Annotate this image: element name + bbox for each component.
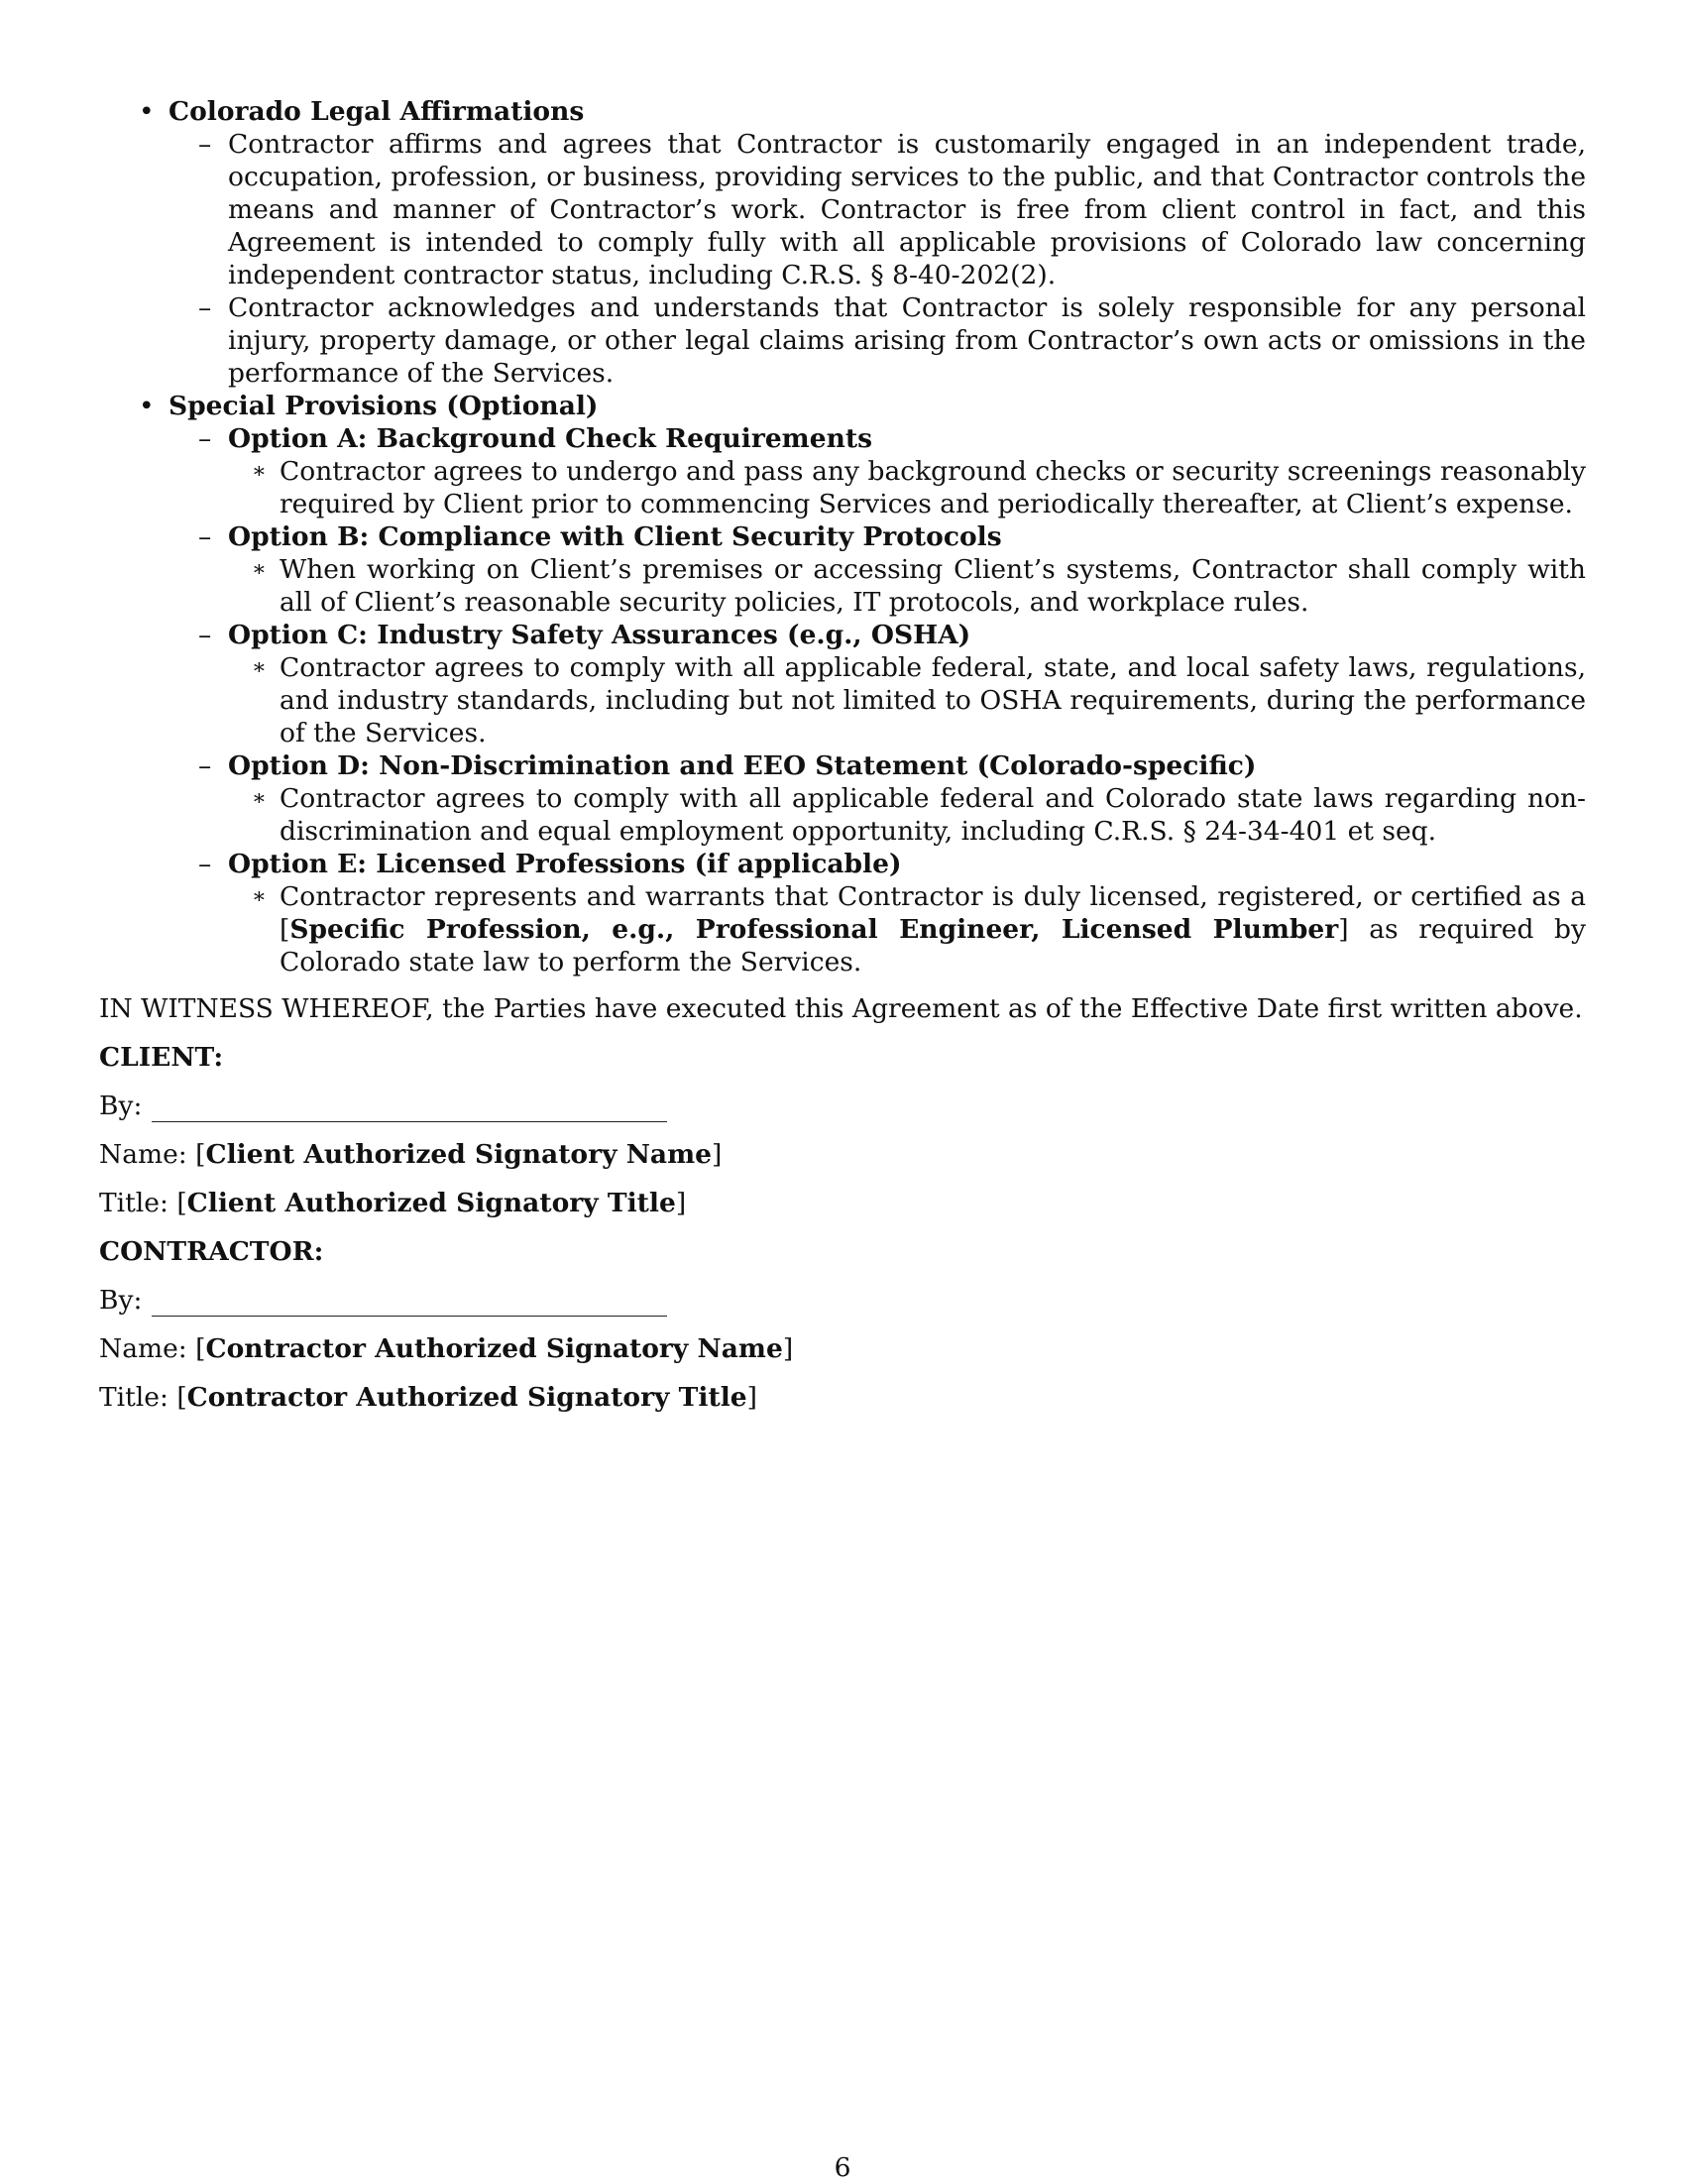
client-title-placeholder: Client Authorized Signatory Title [186, 1188, 676, 1218]
option-text: When working on Client’s premises or accessing Client’s systems, Contractor shall comply with all of Client’s reasonable security policies, IT protocols, and workplace rules. [280, 554, 1586, 618]
name-label: Name: [99, 1139, 187, 1170]
witness-statement: IN WITNESS WHEREOF, the Parties have executed this Agreement as of the Effective Date first written above. [99, 993, 1583, 1024]
option-text: Contractor agrees to comply with all applicable federal, state, and local safety laws, regulations, and industry standards, including but not limited to OSHA requirements, during the performance of the Services. [280, 652, 1586, 748]
list-item [228, 782, 1586, 848]
option-b [168, 520, 1586, 619]
contractor-signature-block: CONTRACTOR: By: Name: [Contractor Authorized Signatory Name] Title: [Contractor Authorized Signatory Title] [99, 1235, 1586, 1414]
list-item [228, 553, 1586, 619]
affirmation-text: Contractor acknowledges and understands that Contractor is solely responsible for any personal injury, property damage, or other legal claims arising from Contractor’s own acts or omissions in the performance of the Services. [228, 292, 1586, 389]
option-heading: Option A: Background Check Requirements [228, 423, 873, 454]
option-text [280, 880, 1586, 978]
contractor-name-placeholder: Contractor Authorized Signatory Name [205, 1333, 783, 1364]
section-heading: Colorado Legal Affirmations [168, 96, 585, 127]
list-item [168, 291, 1586, 390]
contractor-title-placeholder: Contractor Authorized Signatory Title [186, 1382, 747, 1413]
title-label: Title: [99, 1382, 168, 1413]
contractor-heading: CONTRACTOR: [99, 1236, 324, 1267]
dash-icon: – [198, 620, 212, 650]
name-label: Name: [99, 1333, 187, 1364]
dash-icon: – [198, 129, 212, 160]
document-page [99, 95, 1586, 1414]
option-d [168, 749, 1586, 848]
client-heading: CLIENT: [99, 1042, 224, 1073]
option-heading: Option E: Licensed Professions (if applicable) [228, 849, 902, 879]
title-label: Title: [99, 1188, 168, 1218]
affirmation-text: Contractor affirms and agrees that Contractor is customarily engaged in an independent trade, occupation, profession, or business, providing services to the public, and that Contractor controls the means and manner of Contractor’s work. Contractor is free from client control in fact, and this Agreement is intended to comply fully with all applicable provisions of Colorado law concerning independent contractor status, including C.R.S. § 8-40-202(2). [228, 129, 1586, 290]
dash-icon: – [198, 750, 212, 781]
list-item [228, 880, 1586, 978]
by-label: By: [99, 1285, 143, 1316]
bullet-icon: • [139, 391, 155, 421]
bullet-icon: • [139, 96, 155, 127]
section-colorado-affirmations [99, 95, 1586, 390]
list-item [168, 128, 1586, 291]
client-name-placeholder: Client Authorized Signatory Name [205, 1139, 712, 1170]
list-item [228, 455, 1586, 520]
option-heading: Option B: Compliance with Client Security Protocols [228, 521, 1002, 552]
section-list [99, 95, 1586, 978]
option-c [168, 619, 1586, 749]
dash-icon: – [198, 849, 212, 879]
profession-placeholder: Specific Profession, e.g., Professional Engineer, Licensed Plumber [289, 914, 1339, 945]
option-text-after: ] as required by Colorado state law to perform the Services. [280, 914, 1586, 977]
section-special-provisions [99, 390, 1586, 978]
page-number: 6 [834, 2152, 851, 2183]
by-label: By: [99, 1091, 143, 1121]
asterisk-icon: ∗ [252, 655, 267, 680]
client-signature-block: CLIENT: By: Name: [Client Authorized Signatory Name] Title: [Client Authorized Signatory Title] [99, 1041, 1586, 1219]
option-heading: Option D: Non-Discrimination and EEO Statement (Colorado-specific) [228, 750, 1257, 781]
client-signature-line[interactable] [152, 1097, 667, 1122]
dash-icon: – [198, 423, 212, 454]
option-text-before: Contractor represents and warrants that Contractor is duly licensed, registered, or certified as a [ [280, 881, 1586, 945]
list-item [228, 651, 1586, 749]
option-heading: Option C: Industry Safety Assurances (e.g., OSHA) [228, 620, 971, 650]
section-heading: Special Provisions (Optional) [168, 391, 599, 421]
asterisk-icon: ∗ [252, 884, 267, 909]
dash-icon: – [198, 521, 212, 552]
contractor-signature-line[interactable] [152, 1292, 667, 1317]
asterisk-icon: ∗ [252, 557, 267, 582]
asterisk-icon: ∗ [252, 786, 267, 811]
dash-icon: – [198, 292, 212, 323]
asterisk-icon: ∗ [252, 459, 267, 484]
option-e [168, 848, 1586, 978]
option-a [168, 422, 1586, 520]
option-text: Contractor agrees to comply with all applicable federal and Colorado state laws regarding non-discrimination and equal employment opportunity, including C.R.S. § 24-34-401 et seq. [280, 783, 1586, 847]
option-text: Contractor agrees to undergo and pass any background checks or security screenings reasonably required by Client prior to commencing Services and periodically thereafter, at Client’s expense. [280, 456, 1586, 519]
